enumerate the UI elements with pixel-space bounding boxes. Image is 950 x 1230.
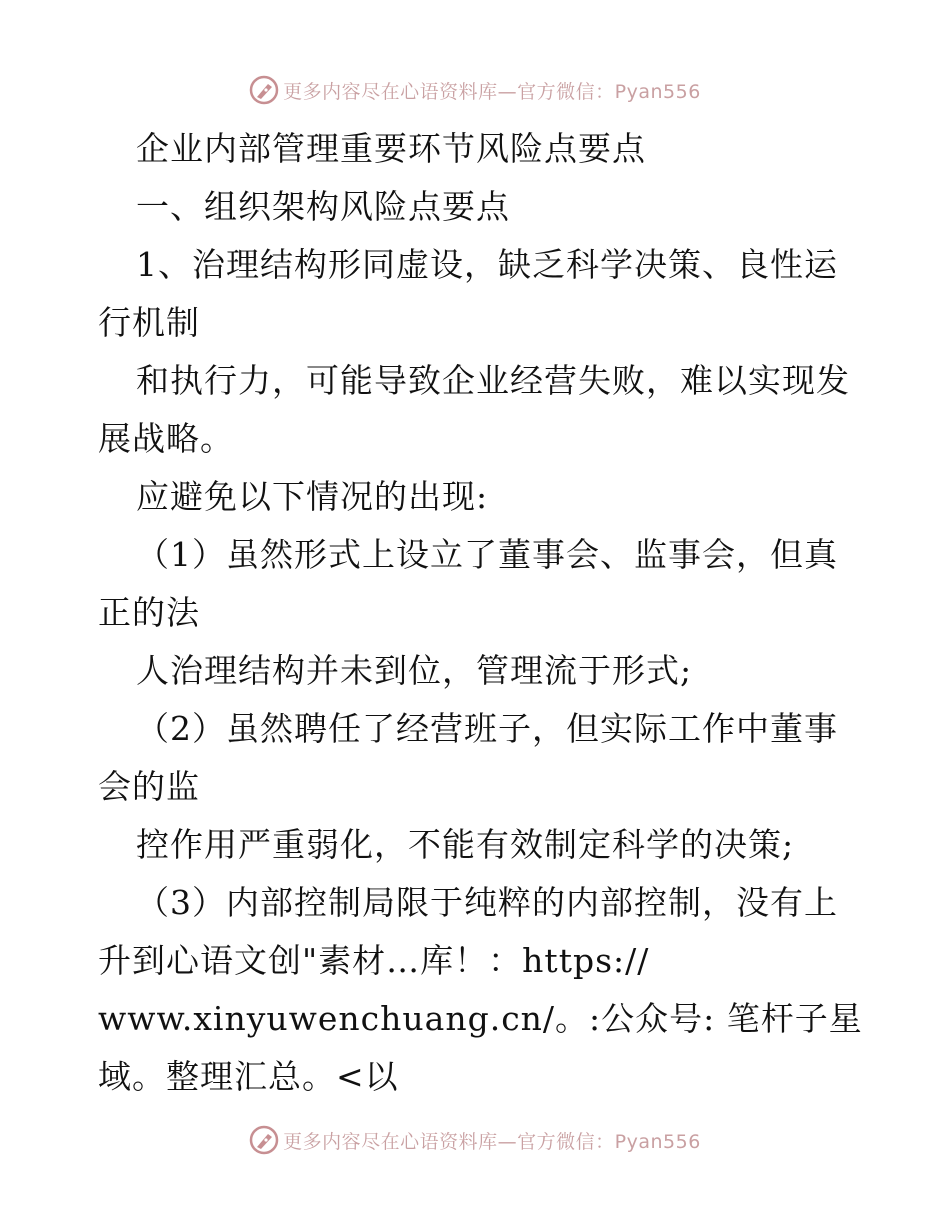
document-line: 展战略。 bbox=[98, 419, 234, 458]
document-line: 升到心语文创"素材…库！：https:// bbox=[98, 941, 650, 980]
document-line: www.xinyuwenchuang.cn/。:公众号: 笔杆子星 bbox=[98, 999, 863, 1038]
document-line: 域。整理汇总。<以 bbox=[98, 1057, 399, 1096]
document-line: 应避免以下情况的出现: bbox=[136, 477, 489, 516]
footer-banner bbox=[0, 1120, 950, 1160]
document-line: 控作用严重弱化，不能有效制定科学的决策; bbox=[136, 825, 795, 864]
footer-banner-text: 更多内容尽在心语资料库—官方微信：Pyan556 bbox=[283, 1130, 701, 1153]
document-line: 和执行力，可能导致企业经营失败，难以实现发 bbox=[136, 361, 850, 400]
document-line: 正的法 bbox=[98, 593, 200, 632]
document-line: （1）虽然形式上设立了董事会、监事会，但真 bbox=[136, 535, 838, 574]
document-body bbox=[98, 120, 863, 1106]
document-line: 行机制 bbox=[98, 303, 200, 342]
document-line: 会的监 bbox=[98, 767, 200, 806]
document-line: （3）内部控制局限于纯粹的内部控制，没有上 bbox=[136, 883, 838, 922]
pen-nib-logo-icon bbox=[249, 1125, 279, 1155]
header-banner bbox=[0, 70, 950, 110]
pen-nib-logo-icon bbox=[249, 75, 279, 105]
document-line: 人治理结构并未到位，管理流于形式; bbox=[136, 651, 693, 690]
document-line: （2）虽然聘任了经营班子，但实际工作中董事 bbox=[136, 709, 838, 748]
document-line: 企业内部管理重要环节风险点要点 bbox=[136, 129, 646, 168]
document-line: 1、治理结构形同虚设，缺乏科学决策、良性运 bbox=[136, 245, 838, 284]
header-banner-text: 更多内容尽在心语资料库—官方微信：Pyan556 bbox=[283, 80, 701, 103]
document-line: 一、组织架构风险点要点 bbox=[136, 187, 510, 226]
